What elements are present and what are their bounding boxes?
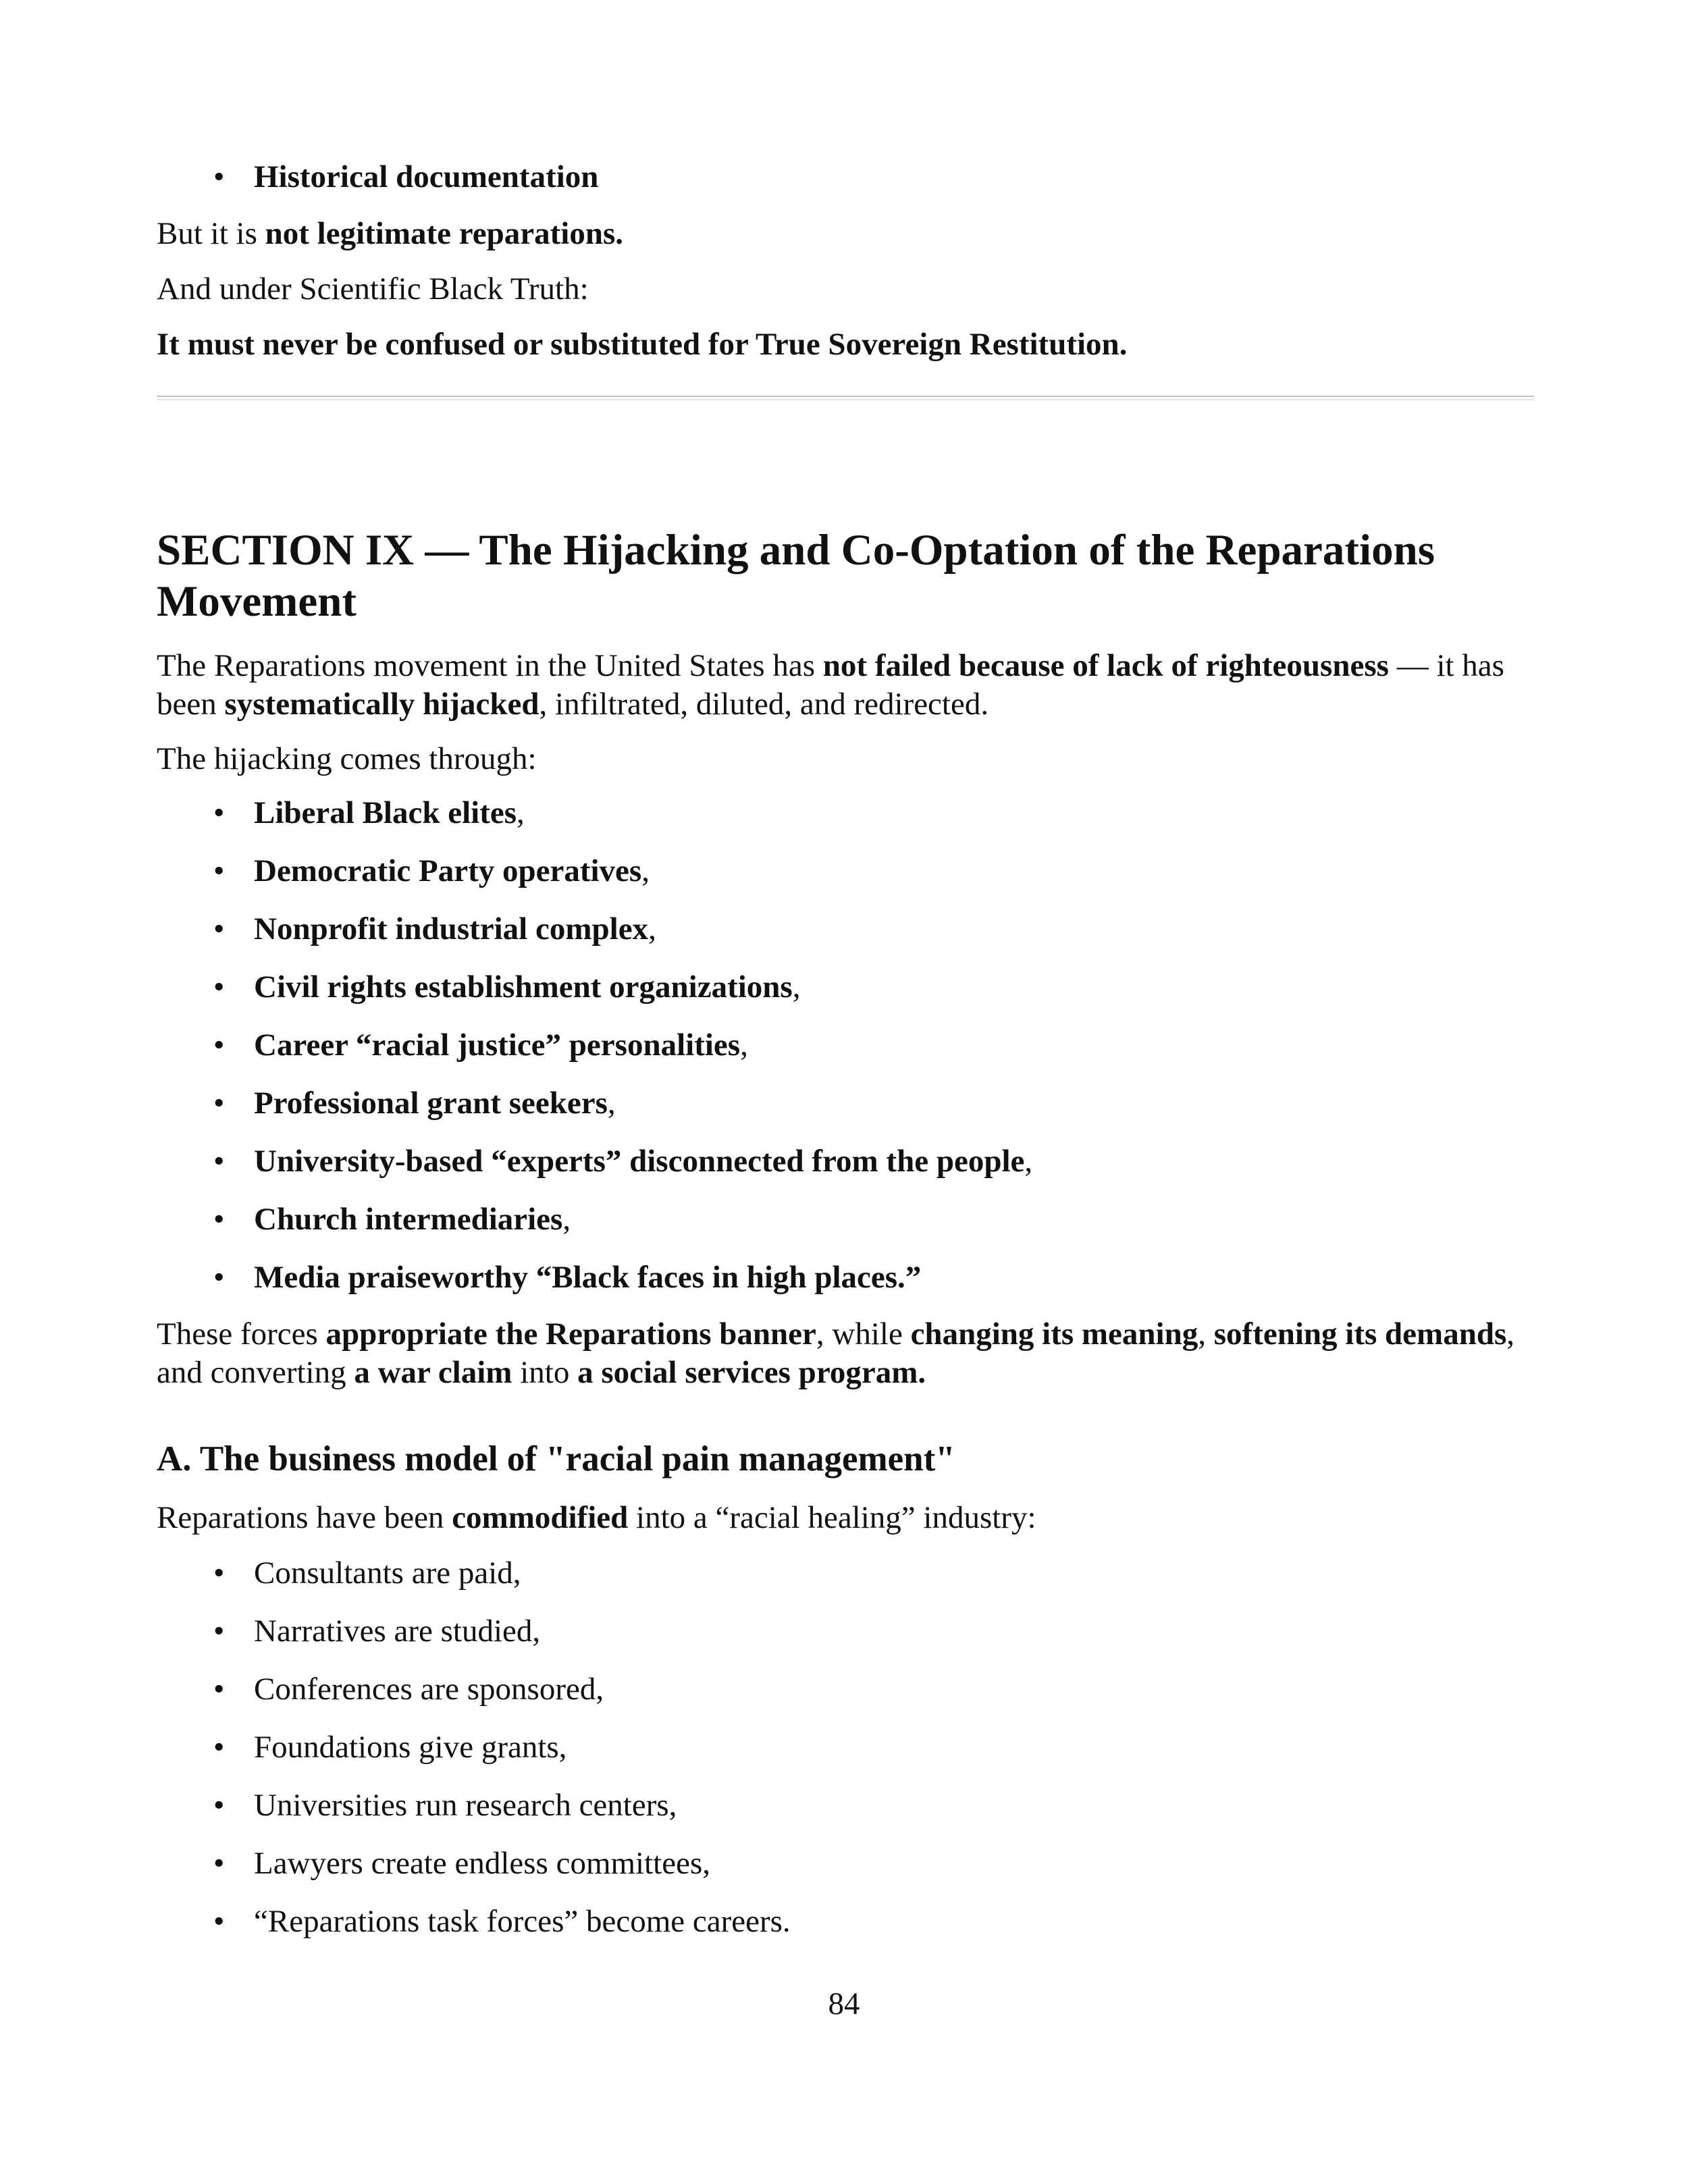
list-item-text: Liberal Black elites, — [254, 795, 525, 830]
list-item-text: Consultants are paid, — [254, 1555, 521, 1591]
bullet-glyph: • — [213, 969, 225, 1005]
list-item — [0, 1200, 1688, 1241]
list-item — [0, 1844, 1688, 1885]
horizontal-rule — [157, 396, 1534, 400]
list-item-text: Conferences are sponsored, — [254, 1672, 604, 1707]
list-item-text: Professional grant seekers, — [254, 1086, 616, 1121]
bullet-glyph: • — [213, 1202, 225, 1237]
list-item — [0, 1084, 1688, 1125]
list-item — [0, 968, 1688, 1009]
bullet-glyph: • — [213, 1086, 225, 1121]
bullet-glyph: • — [213, 1672, 225, 1707]
list-item-text: “Reparations task forces” become careers. — [254, 1904, 791, 1939]
list-item — [0, 1258, 1688, 1299]
list-item — [0, 1026, 1688, 1067]
bullet-glyph: • — [213, 1846, 225, 1881]
paragraph: And under Scientific Black Truth: — [157, 271, 589, 307]
paragraph: But it is not legitimate reparations. — [157, 216, 624, 251]
list-item-text: Career “racial justice” personalities, — [254, 1028, 748, 1063]
intro-paragraph: The Reparations movement in the United States has not failed because of lack of righteousness — it has been systematically hijacked, infiltrated, diluted, and redirected. — [157, 648, 1504, 722]
subsection-heading: A. The business model of "racial pain management" — [157, 1439, 955, 1479]
list-item-text: Historical documentation — [254, 159, 599, 194]
forces-paragraph: These forces appropriate the Reparations banner, while changing its meaning, softening its demands, and converting a war claim into a social services program. — [157, 1316, 1515, 1390]
list-item-text: Lawyers create endless committees, — [254, 1846, 710, 1881]
bullet-glyph: • — [213, 1028, 225, 1063]
list-item — [0, 158, 1688, 198]
list-item-text: Church intermediaries, — [254, 1202, 571, 1237]
list-item-text: Democratic Party operatives, — [254, 853, 650, 888]
list-item-text: Narratives are studied, — [254, 1614, 541, 1649]
list-item — [0, 910, 1688, 951]
list-item — [0, 1786, 1688, 1827]
bullet-glyph: • — [213, 911, 225, 947]
bullet-glyph: • — [213, 1144, 225, 1179]
list-item — [0, 1554, 1688, 1595]
hijack-lead: The hijacking comes through: — [157, 741, 537, 776]
list-item — [0, 794, 1688, 834]
list-item-text: Universities run research centers, — [254, 1788, 677, 1823]
list-item-text: Media praiseworthy “Black faces in high places.” — [254, 1260, 922, 1295]
list-item — [0, 1142, 1688, 1183]
commodified-paragraph: Reparations have been commodified into a “racial healing” industry: — [157, 1500, 1036, 1535]
bullet-glyph: • — [213, 1904, 225, 1939]
bullet-glyph: • — [213, 1730, 225, 1765]
bullet-glyph: • — [213, 1788, 225, 1823]
list-item — [0, 852, 1688, 893]
bullet-glyph: • — [213, 853, 225, 888]
bullet-glyph: • — [213, 1260, 225, 1295]
bullet-glyph: • — [213, 1555, 225, 1591]
bullet-glyph: • — [213, 1614, 225, 1649]
list-item — [0, 1612, 1688, 1653]
list-item-text: Civil rights establishment organizations, — [254, 969, 801, 1005]
list-item — [0, 1670, 1688, 1711]
bullet-glyph: • — [213, 159, 225, 194]
bullet-glyph: • — [213, 795, 225, 830]
list-item-text: Foundations give grants, — [254, 1730, 567, 1765]
emphasis-paragraph: It must never be confused or substituted for True Sovereign Restitution. — [157, 327, 1128, 362]
list-item — [0, 1902, 1688, 1943]
list-item-text: University-based “experts” disconnected from the people, — [254, 1144, 1033, 1179]
list-item — [0, 1728, 1688, 1769]
list-item-text: Nonprofit industrial complex, — [254, 911, 656, 947]
page-number: 84 — [828, 1986, 860, 2021]
section-heading: SECTION IX — The Hijacking and Co-Optation of the Reparations Movement — [157, 526, 1435, 626]
